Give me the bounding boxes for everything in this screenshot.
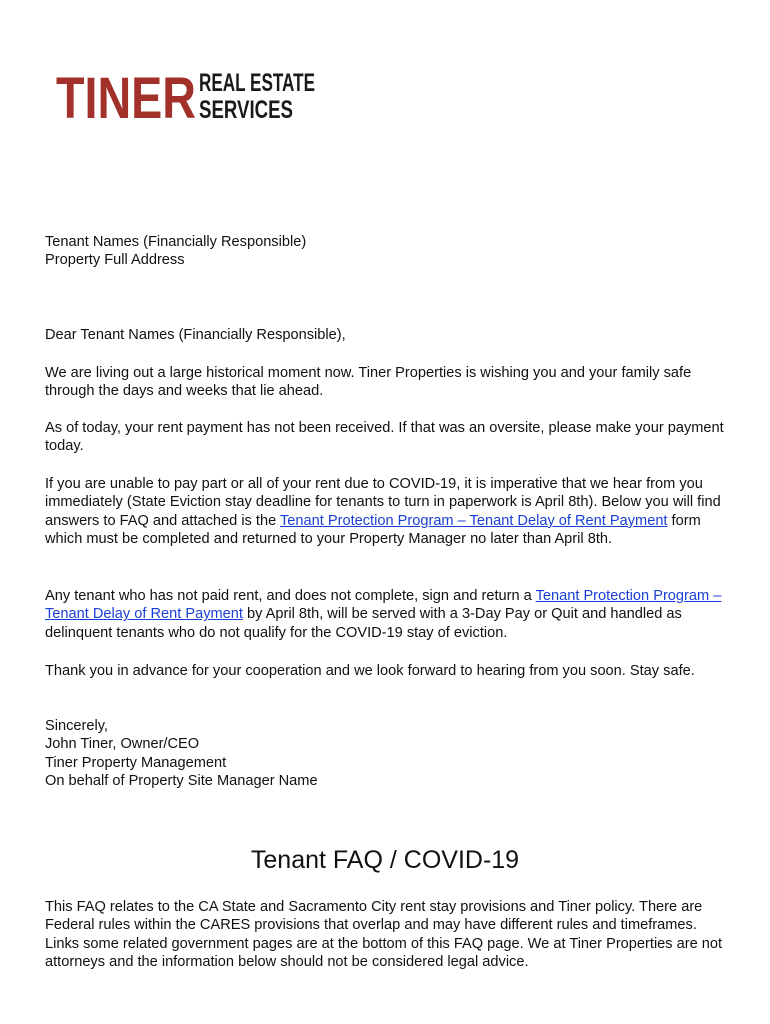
paragraph-4-text <box>45 587 735 642</box>
paragraph-2 <box>45 419 735 456</box>
signature-block <box>45 717 735 791</box>
logo-line2-text: SERVICES <box>199 96 293 124</box>
tenant-protection-program-link[interactable]: Tenant Protection Program – Tenant Delay of Rent Payment <box>280 512 668 529</box>
recipient-names: Tenant Names (Financially Responsible) <box>45 234 307 250</box>
paragraph-3-after: form which must be completed and returned to your Property Manager no later than April 8th. <box>45 512 701 548</box>
signature-name: John Tiner, Owner/CEO <box>45 736 200 753</box>
paragraph-3-text <box>45 475 735 549</box>
paragraph-3-before: If you are unable to pay part or all of your rent due to COVID-19, it is imperative that we hear from you immediately (State Eviction stay deadline for tenants to turn in paperwork is April 8th). Below you will find answers to FAQ and attached is the <box>45 476 721 529</box>
logo-line1-text: REAL ESTATE <box>199 69 315 97</box>
paragraph-3 <box>45 475 735 549</box>
tiner-logo <box>56 66 318 131</box>
paragraph-4-after: by April 8th, will be served with a 3-Day Pay or Quit and handled as delinquent tenants who do not qualify for the COVID-19 stay of eviction. <box>45 606 682 641</box>
signature-company: Tiner Property Management <box>45 754 227 771</box>
tiner-logo-graphic <box>56 66 318 131</box>
paragraph-2-text: As of today, your rent payment has not been received. If that was an oversite, please make your payment today. <box>45 420 724 455</box>
paragraph-4 <box>45 587 735 642</box>
signature-closing: Sincerely, <box>45 718 108 734</box>
salutation <box>45 326 735 344</box>
paragraph-5 <box>45 662 735 680</box>
tenant-protection-program-link-2[interactable]: Tenant Protection Program – Tenant Delay of Rent Payment <box>45 588 722 623</box>
paragraph-1 <box>45 364 735 401</box>
logo-brand-text: TINER <box>56 66 196 131</box>
faq-title: Tenant FAQ / COVID-19 <box>250 846 520 874</box>
paragraph-5-text: Thank you in advance for your cooperation and we look forward to hearing from you soon. Stay safe. <box>45 663 695 679</box>
signature-behalf: On behalf of Property Site Manager Name <box>45 773 318 790</box>
salutation-text: Dear Tenant Names (Financially Responsible), <box>45 327 346 343</box>
paragraph-1-text: We are living out a large historical moment now. Tiner Properties is wishing you and your family safe through the days and weeks that lie ahead. <box>45 365 692 400</box>
faq-intro <box>45 898 735 972</box>
recipient-address: Property Full Address <box>45 252 185 269</box>
recipient-block <box>45 233 735 270</box>
paragraph-4-before: Any tenant who has not paid rent, and does not complete, sign and return a <box>45 588 536 604</box>
faq-intro-text: This FAQ relates to the CA State and Sacramento City rent stay provisions and Tiner policy. There are Federal rules within the CARES provisions that overlap and may have different rules and timeframes. Links some related government pages are at the bottom of this FAQ page. We at Tiner Properties are not attorneys and the information below should not be considered legal advice. <box>45 899 723 971</box>
